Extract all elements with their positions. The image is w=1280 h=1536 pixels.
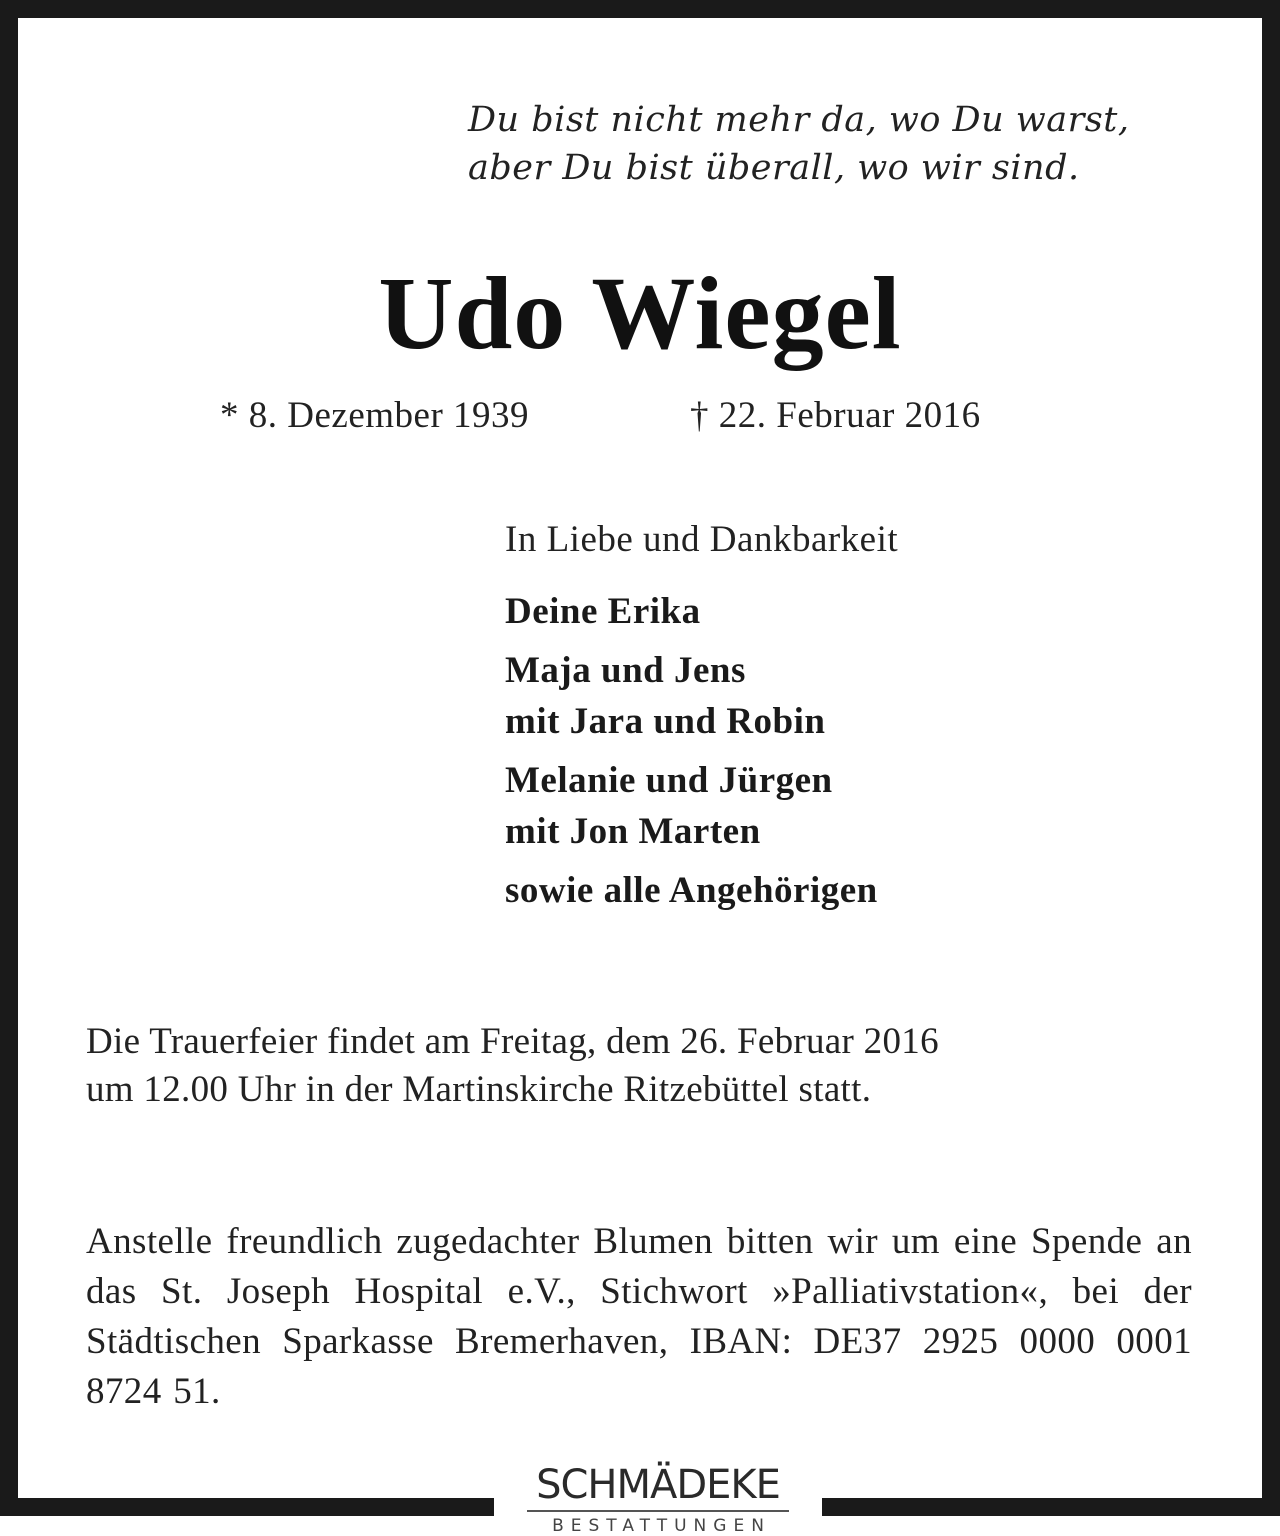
border-left <box>0 0 18 1516</box>
deceased-name: Udo Wiegel <box>378 256 902 371</box>
ceremony-line-2: um 12.00 Uhr in der Martinskirche Ritzebüttel statt. <box>86 1069 872 1110</box>
quote-line-1: Du bist nicht mehr da, wo Du warst, <box>468 100 1130 140</box>
quote-line-2: aber Du bist überall, wo wir sind. <box>468 148 1080 188</box>
donation-request: Anstelle freundlich zugedachter Blumen bitten wir um eine Spende an das St. Joseph Hospital e.V., Stichwort »Palliativstation«, bei der Städtischen Sparkasse Bremerhaven, IBAN: DE37 2925 0000 0001 8724 51. <box>86 1221 1192 1412</box>
funeral-home-subtitle: BESTATTUNGEN <box>552 1516 771 1536</box>
memorial-quote <box>468 96 1208 192</box>
ceremony-line-1: Die Trauerfeier findet am Freitag, dem 26. Februar 2016 <box>86 1021 939 1062</box>
family-line: mit Jara und Robin <box>505 701 826 742</box>
border-bottom-left <box>0 1498 494 1516</box>
ceremony-info <box>86 1018 1192 1114</box>
border-right <box>1262 0 1280 1516</box>
family-group <box>505 865 878 916</box>
family-group <box>505 645 878 747</box>
family-line: Melanie und Jürgen <box>505 760 833 801</box>
border-bottom-right <box>822 1498 1280 1516</box>
family-line: mit Jon Marten <box>505 811 761 852</box>
birth-date: * 8. Dezember 1939 <box>220 395 530 436</box>
family-group <box>505 755 878 857</box>
dedication: In Liebe und Dankbarkeit <box>505 519 899 560</box>
family-line: Deine Erika <box>505 591 701 632</box>
funeral-home-logo <box>494 1462 822 1536</box>
death-date: † 22. Februar 2016 <box>690 395 981 436</box>
funeral-home-name: SCHMÄDEKE <box>536 1462 780 1508</box>
logo-divider <box>527 1510 789 1512</box>
family-list <box>505 586 878 924</box>
family-line: Maja und Jens <box>505 650 746 691</box>
family-group <box>505 586 878 637</box>
family-line: sowie alle Angehörigen <box>505 870 878 911</box>
border-top <box>0 0 1280 18</box>
